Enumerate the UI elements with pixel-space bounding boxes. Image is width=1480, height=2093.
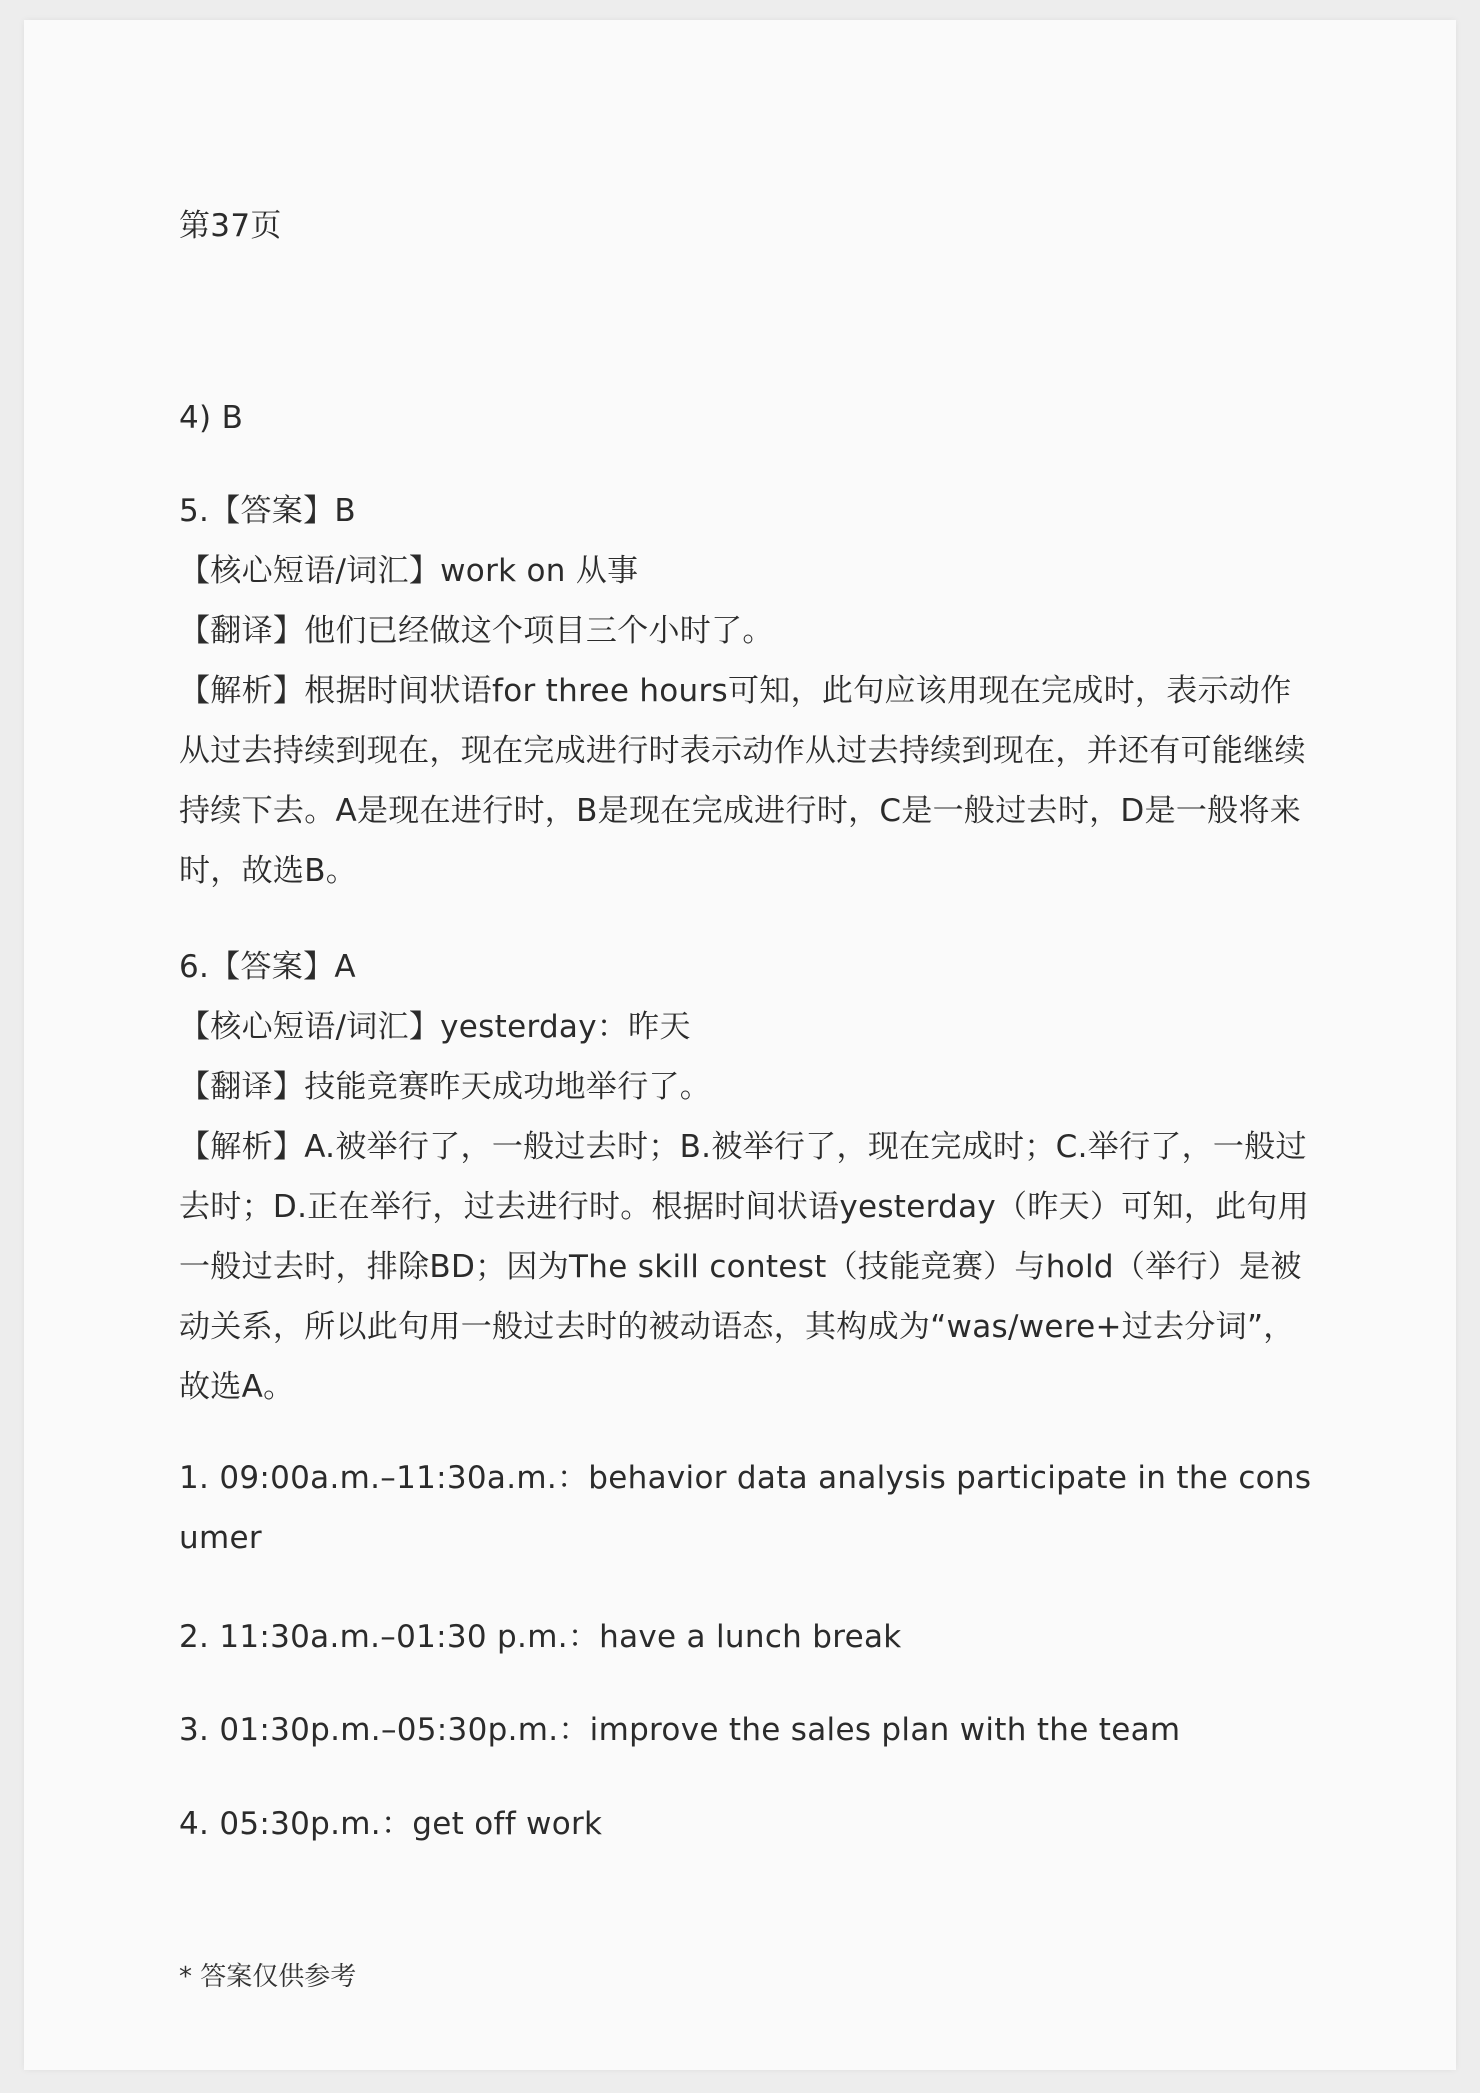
answer-6-heading: 6.【答案】A (179, 949, 356, 985)
answer-6-translation: 【翻译】技能竞赛昨天成功地举行了。 (179, 1069, 712, 1105)
answer-6-analysis: 【解析】A.被举行了，一般过去时；B.被举行了，现在完成时；C.举行了，一般过去时；D.正在举行，过去进行时。根据时间状语yesterday（昨天）可知，此句用一般过去时，排除BD；因为The skill contest（技能竞赛）与hold（举行）是被动关系，所以此句用一般过去时的被动语态，其构成为“was/were+过去分词”，故选A。 (179, 1129, 1310, 1405)
answer-5-analysis: 【解析】根据时间状语for three hours可知，此句应该用现在完成时，表示动作从过去持续到现在，现在完成进行时表示动作从过去持续到现在，并还有可能继续持续下去。A是现在进行时，B是现在完成进行时，C是一般过去时，D是一般将来时，故选B。 (179, 673, 1306, 889)
answer-5-vocab: 【核心短语/词汇】work on 从事 (179, 553, 639, 589)
schedule-item-4: 4. 05:30p.m.：get off work (179, 1806, 603, 1842)
answer-4: 4) B (179, 400, 244, 436)
page-number: 第37页 (179, 208, 282, 244)
schedule-item-1: 1. 09:00a.m.–11:30a.m.：behavior data analysis participate in the consumer (179, 1460, 1312, 1556)
answer-6-vocab: 【核心短语/词汇】yesterday：昨天 (179, 1009, 691, 1045)
schedule-item-2: 2. 11:30a.m.–01:30 p.m.：have a lunch break (179, 1619, 902, 1655)
document-page (24, 20, 1456, 2070)
answer-5-translation: 【翻译】他们已经做这个项目三个小时了。 (179, 613, 774, 649)
schedule-item-3: 3. 01:30p.m.–05:30p.m.：improve the sales plan with the team (179, 1712, 1181, 1748)
footnote: * 答案仅供参考 (179, 1962, 357, 1992)
answer-5-heading: 5.【答案】B (179, 493, 356, 529)
